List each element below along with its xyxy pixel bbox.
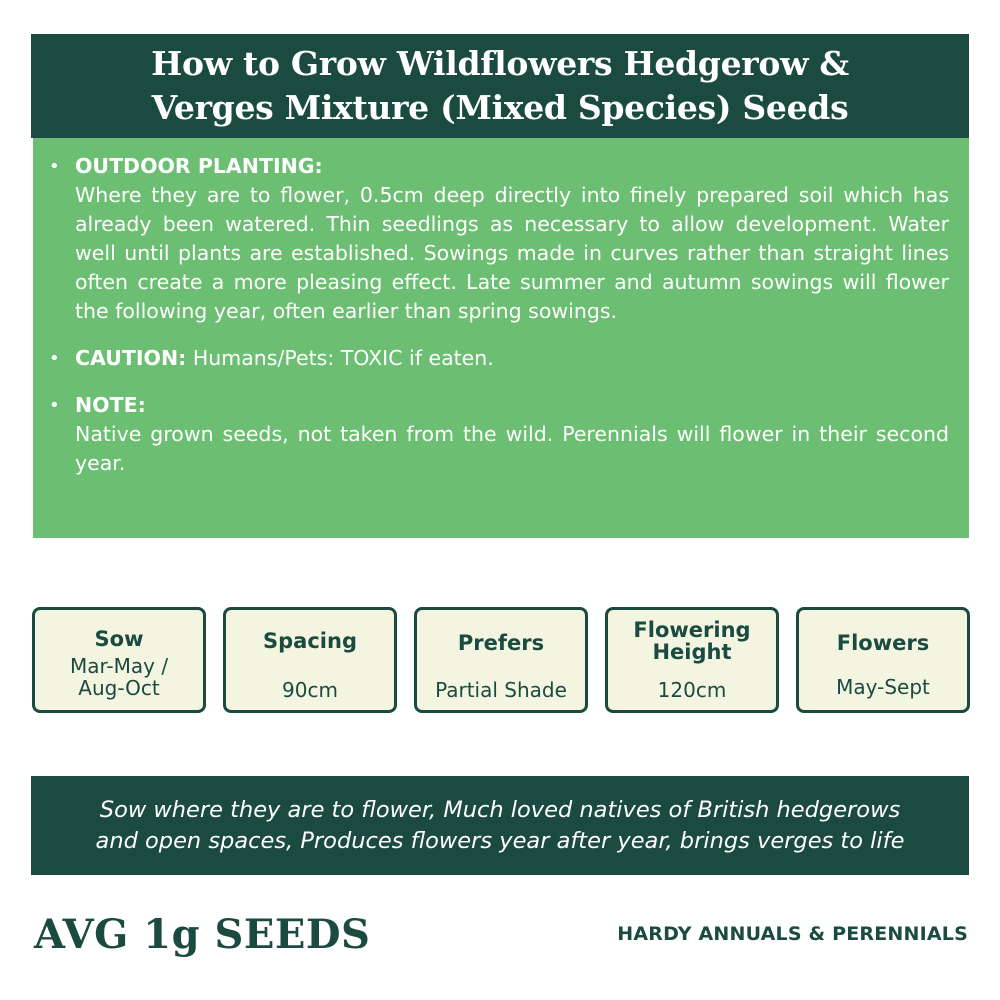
info-card-label: Prefers bbox=[457, 631, 545, 655]
title-banner bbox=[31, 34, 969, 138]
instruction-note bbox=[47, 391, 949, 478]
bullet-icon: • bbox=[49, 348, 60, 369]
tagline-banner bbox=[31, 776, 969, 875]
info-card-sow bbox=[32, 607, 206, 713]
info-card-value: Mar-May / Aug-Oct bbox=[69, 654, 169, 700]
info-card-label: Spacing bbox=[263, 629, 357, 653]
info-card-spacing bbox=[223, 607, 397, 713]
info-card-value: Partial Shade bbox=[435, 678, 567, 702]
info-card-value: 90cm bbox=[282, 678, 338, 702]
instruction-outdoor-planting bbox=[47, 152, 949, 326]
instructions-panel bbox=[33, 138, 969, 538]
bullet-icon: • bbox=[49, 156, 60, 177]
title-line-2: Verges Mixture (Mixed Species) Seeds bbox=[151, 88, 849, 127]
tagline-line-2: and open spaces, Produces flowers year after year, brings verges to life bbox=[95, 827, 905, 854]
instruction-text: Where they are to flower, 0.5cm deep directly into finely prepared soil which has already been watered. Thin seedlings as necessary to allow development. Water well until plants are established. Sowings made in curves rather than straight lines often create a more pleasing effect. Late summer and autumn sowings will flower the following year, often earlier than spring sowings. bbox=[75, 183, 949, 323]
instruction-body bbox=[75, 391, 949, 478]
info-card-value: 120cm bbox=[657, 678, 727, 702]
instruction-text: Native grown seeds, not taken from the wild. Perennials will flower in their second year. bbox=[75, 422, 949, 475]
tagline-line-1: Sow where they are to flower, Much loved natives of British hedgerows bbox=[99, 796, 901, 823]
bullet-icon: • bbox=[49, 395, 60, 416]
instruction-caution bbox=[47, 344, 949, 373]
growing-info-cards bbox=[32, 607, 968, 711]
info-card-label: Flowers bbox=[836, 631, 930, 655]
instruction-heading: NOTE: bbox=[75, 393, 146, 417]
info-card-flowers bbox=[796, 607, 970, 713]
info-card-prefers bbox=[414, 607, 588, 713]
info-card-label: Sow bbox=[94, 627, 144, 651]
info-card-value: May-Sept bbox=[836, 675, 930, 699]
seed-weight: AVG 1g SEEDS bbox=[34, 911, 371, 958]
instruction-text: Humans/Pets: TOXIC if eaten. bbox=[192, 346, 494, 370]
instruction-body bbox=[75, 344, 949, 373]
instruction-heading: CAUTION: bbox=[75, 346, 187, 370]
info-card-label: Flowering Height bbox=[633, 618, 751, 664]
instruction-heading: OUTDOOR PLANTING: bbox=[75, 154, 323, 178]
instruction-body bbox=[75, 152, 949, 326]
info-card-flowering-height bbox=[605, 607, 779, 713]
title-line-1: How to Grow Wildflowers Hedgerow & bbox=[151, 44, 849, 83]
plant-type: HARDY ANNUALS & PERENNIALS bbox=[617, 923, 968, 945]
